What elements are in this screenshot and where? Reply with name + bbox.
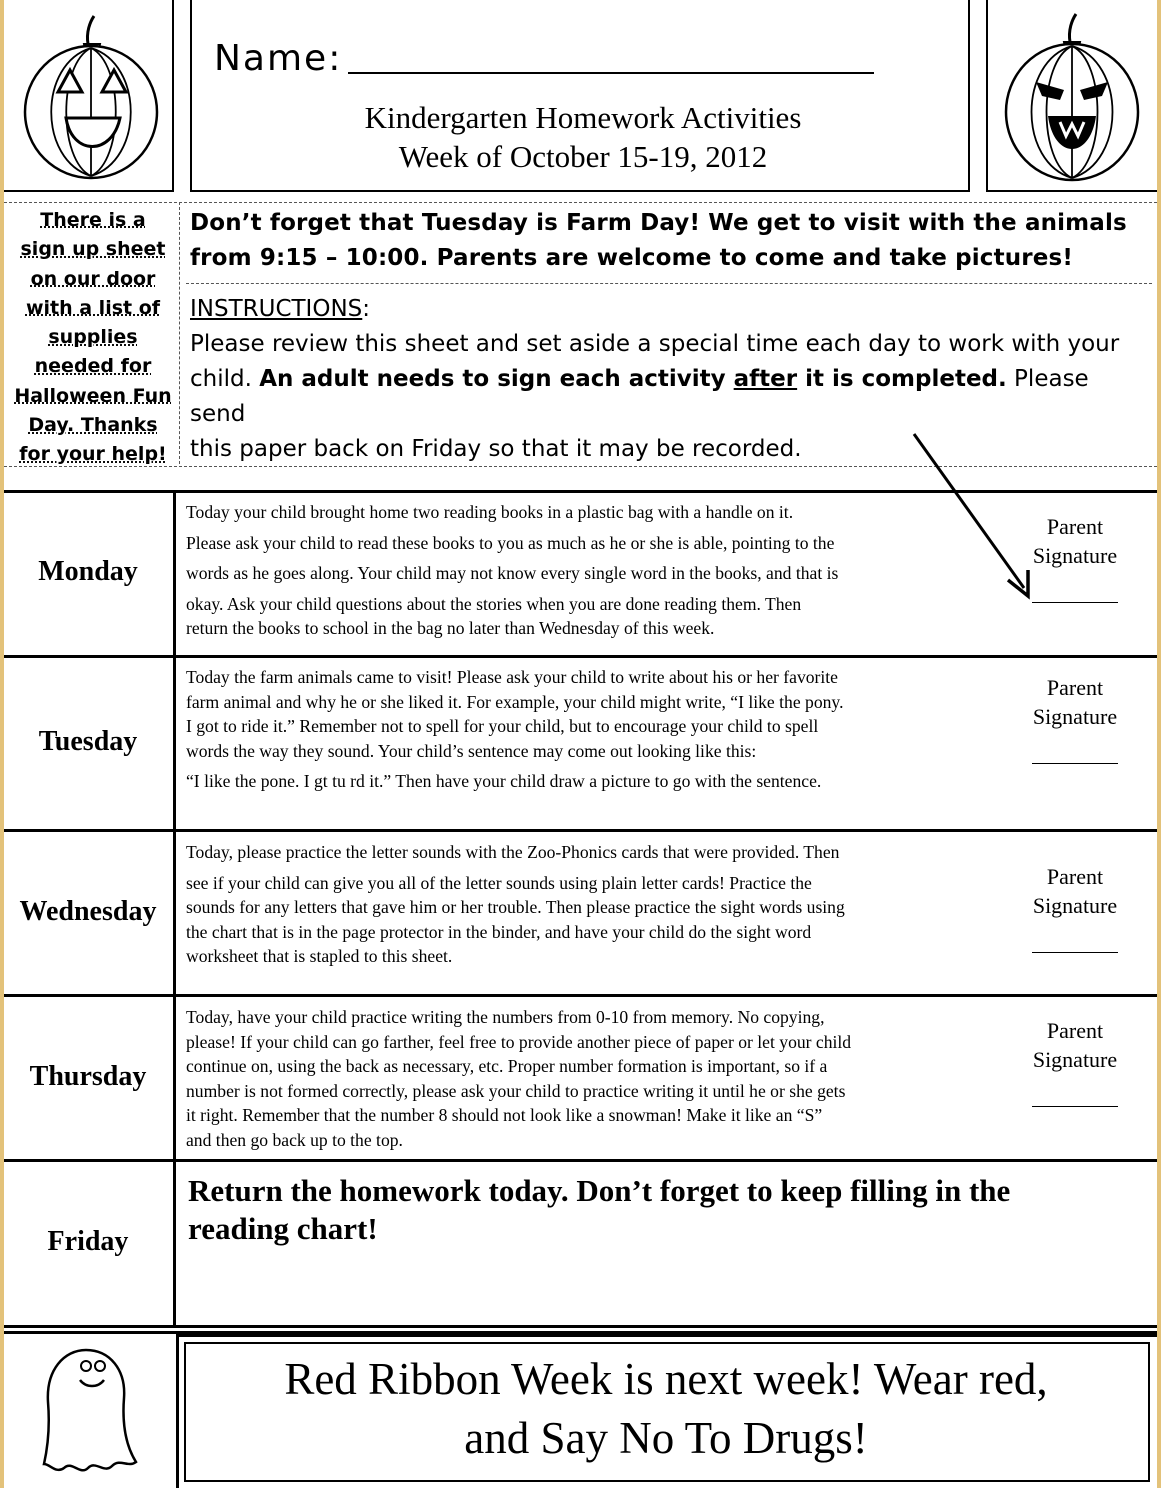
- instructions-line-2c: after: [733, 366, 798, 392]
- instructions-line-1: Please review this sheet and set aside a special time each day to work with your: [190, 331, 1120, 357]
- activity-line: it right. Remember that the number 8 should not look like a snowman! Make it like an “S”: [186, 1105, 823, 1125]
- activity-line: see if your child can give you all of the letter sounds using plain letter cards! Practice the: [186, 872, 812, 893]
- note-line-9: for your help!: [19, 443, 167, 466]
- parent-signature-thursday[interactable]: [1004, 1016, 1146, 1107]
- parent-signature-wednesday[interactable]: [1004, 862, 1146, 953]
- activity-line: the chart that is in the page protector in the binder, and have your child do the sight word: [186, 921, 812, 942]
- row-divider-1: [4, 655, 1157, 658]
- note-line-4: with a list of: [25, 296, 161, 319]
- instructions-line-2e: Please send: [190, 366, 1089, 427]
- dotted-divider-top: [4, 202, 1157, 203]
- activity-line: Today your child brought home two reading books in a plastic bag with a handle on it.: [186, 502, 794, 522]
- activity-line: sounds for any letters that gave him or her trouble. Then please practice the sight words using: [186, 897, 845, 917]
- note-line-2: sign up sheet: [20, 238, 166, 261]
- activity-line: Today, have your child practice writing the numbers from 0-10 from memory. No copying,: [186, 1007, 825, 1027]
- day-label-monday: Monday: [38, 556, 138, 587]
- table-col-divider: [173, 490, 176, 1328]
- homework-sheet: [4, 0, 1157, 1488]
- activity-line: worksheet that is stapled to this sheet.: [186, 946, 453, 966]
- activity-line: Please ask your child to read these books to you as much as he or she is able, pointing to the: [186, 532, 835, 553]
- signature-label-2: Signature: [1032, 704, 1118, 729]
- activity-monday: [186, 500, 986, 641]
- farm-line-1: Don’t forget that Tuesday is Farm Day! We get to visit with the animals: [190, 210, 1127, 236]
- note-line-1: There is a: [40, 209, 146, 231]
- signature-label-1: Parent: [1046, 514, 1104, 539]
- instructions-colon: :: [362, 296, 371, 322]
- signature-label-1: Parent: [1046, 1018, 1104, 1043]
- red-ribbon-message: [182, 1350, 1150, 1468]
- signature-label-1: Parent: [1046, 675, 1104, 700]
- signature-label-2: Signature: [1032, 1047, 1118, 1072]
- activity-line: Today, please practice the letter sounds with the Zoo-Phonics cards that were provided. Then: [186, 842, 840, 862]
- signature-line[interactable]: [1032, 952, 1118, 953]
- activity-line: Return the homework today. Don’t forget to keep filling in the: [188, 1173, 1011, 1208]
- jack-o-lantern-happy-icon: [18, 14, 164, 186]
- title-line-2: Week of October 15-19, 2012: [398, 139, 768, 174]
- signature-line[interactable]: [1032, 763, 1118, 764]
- instructions-line-2b: An adult needs to sign each activity: [259, 366, 734, 392]
- activity-line: “I like the pone. I gt tu rd it.” Then have your child draw a picture to go with the sentence.: [186, 771, 822, 791]
- day-label-tuesday: Tuesday: [38, 726, 138, 757]
- name-label: Name:: [214, 38, 343, 79]
- dotted-divider-vertical: [179, 202, 180, 464]
- activity-thursday: [186, 1005, 986, 1152]
- instructions-line-2d: it is completed.: [797, 366, 1007, 392]
- instructions-line-3: this paper back on Friday so that it may be recorded.: [190, 436, 802, 462]
- activity-line: words as he goes along. Your child may not know every single word in the books, and that is: [186, 563, 839, 583]
- activity-line: farm animal and why he or she liked it. For example, your child might write, “I like the pony.: [186, 691, 844, 712]
- row-divider-2: [4, 829, 1157, 832]
- parent-signature-tuesday[interactable]: [1004, 673, 1146, 764]
- activity-line: return the books to school in the bag no later than Wednesday of this week.: [186, 618, 715, 638]
- jack-o-lantern-scary-icon: [998, 12, 1146, 186]
- activity-wednesday: [186, 840, 986, 969]
- note-line-6: needed for: [34, 355, 152, 378]
- signature-line[interactable]: [1032, 1106, 1118, 1107]
- activity-line: continue on, using the back as necessary, etc. Proper number formation is important, so if a: [186, 1056, 828, 1076]
- red-ribbon-line-1: Red Ribbon Week is next week! Wear red,: [284, 1354, 1048, 1404]
- row-divider-3: [4, 994, 1157, 997]
- parent-signature-monday[interactable]: [1004, 512, 1146, 603]
- signature-label-1: Parent: [1046, 864, 1104, 889]
- activity-line: okay. Ask your child questions about the stories when you are done reading them. Then: [186, 593, 802, 614]
- farm-line-2: from 9:15 – 10:00. Parents are welcome to come and take pictures!: [190, 244, 1073, 271]
- ghost-icon: [24, 1346, 144, 1476]
- farm-day-announcement: [190, 206, 1150, 275]
- activity-friday: [188, 1172, 1138, 1248]
- activity-tuesday: [186, 665, 986, 794]
- signature-label-2: Signature: [1032, 893, 1118, 918]
- name-blank-line[interactable]: [348, 72, 874, 74]
- day-label-thursday: Thursday: [29, 1061, 147, 1092]
- day-label-wednesday: Wednesday: [19, 896, 157, 927]
- activity-line: reading chart!: [188, 1211, 378, 1246]
- signature-label-2: Signature: [1032, 543, 1118, 568]
- note-line-7: Halloween Fun: [14, 384, 172, 407]
- activity-line: I got to ride it.” Remember not to spell for your child, but to encourage your child to spell: [186, 716, 819, 736]
- signature-line[interactable]: [1032, 602, 1118, 603]
- activity-line: please! If your child can go farther, feel free to provide another piece of paper or let your child: [186, 1031, 852, 1052]
- red-ribbon-line-2: and Say No To Drugs!: [464, 1413, 868, 1463]
- dotted-divider-mid: [186, 283, 1152, 284]
- instructions-heading: INSTRUCTIONS: [190, 296, 363, 322]
- day-label-friday: Friday: [47, 1226, 129, 1257]
- activity-line: and then go back up to the top.: [186, 1129, 403, 1150]
- activity-line: number is not formed correctly, please ask your child to practice writing it until he or she gets: [186, 1080, 846, 1101]
- sign-up-sheet-note: [14, 206, 172, 470]
- row-divider-4: [4, 1159, 1157, 1162]
- page-title: [194, 98, 972, 176]
- instructions-line-2a: child.: [190, 366, 260, 392]
- note-line-5: supplies: [48, 326, 138, 349]
- activity-line: words the way they sound. Your child’s sentence may come out looking like this:: [186, 740, 757, 761]
- note-line-3: on our door: [30, 267, 156, 290]
- title-line-1: Kindergarten Homework Activities: [364, 100, 802, 135]
- note-line-8: Day. Thanks: [28, 414, 158, 437]
- activity-line: Today the farm animals came to visit! Please ask your child to write about his or her favorite: [186, 667, 838, 687]
